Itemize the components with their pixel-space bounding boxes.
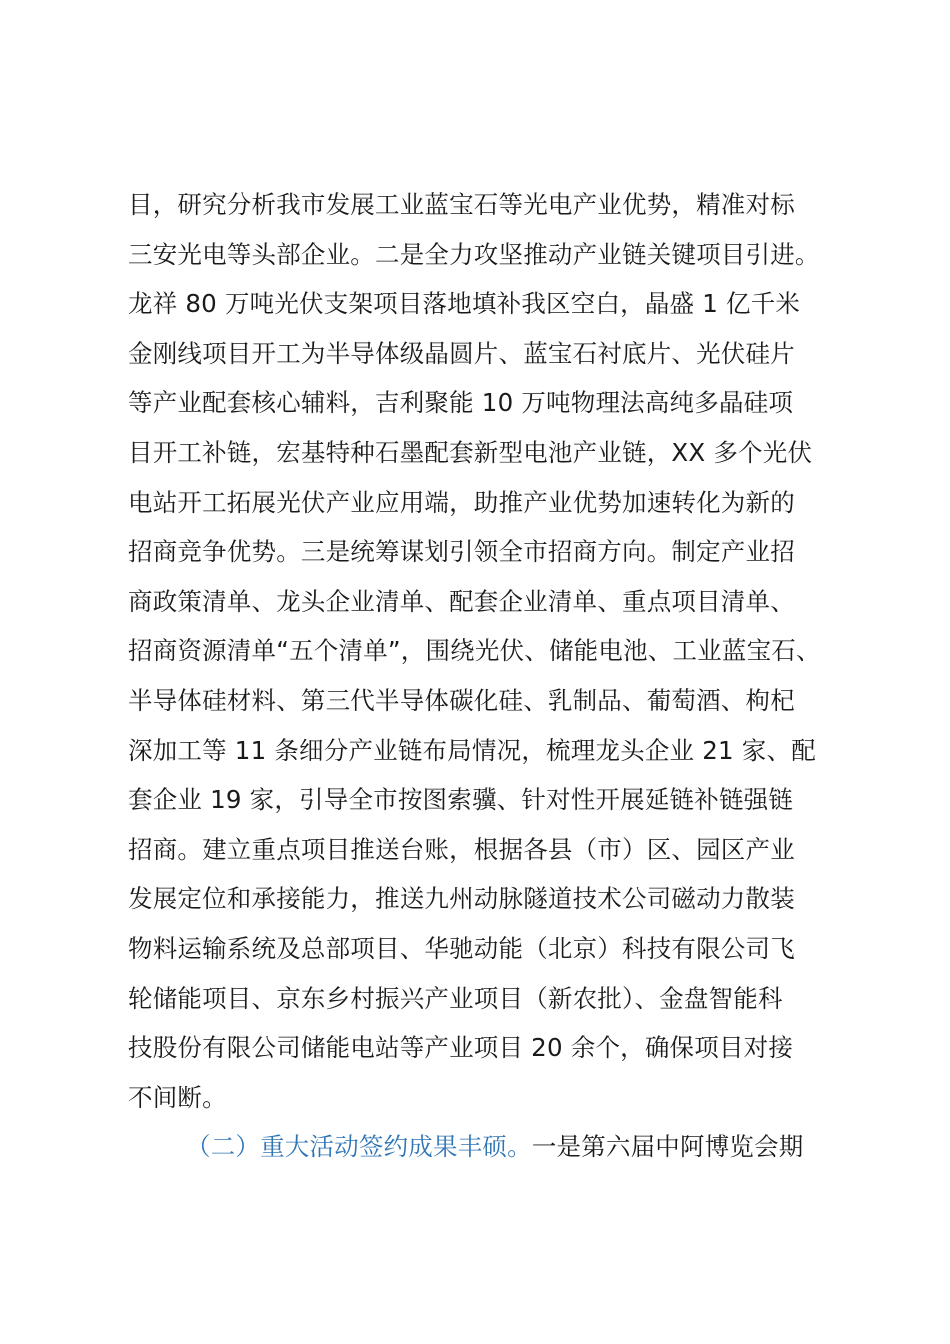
- text-line: 等产业配套核心辅料，吉利聚能 10 万吨物理法高纯多晶硅项: [128, 388, 794, 418]
- section-heading: （二）重大活动签约成果丰硕。: [186, 1132, 532, 1162]
- text-line: 电站开工拓展光伏产业应用端，助推产业优势加速转化为新的: [128, 487, 795, 517]
- text-line: 技股份有限公司储能电站等产业项目 20 余个，确保项目对接: [128, 1033, 794, 1063]
- text-line: 招商资源清单“五个清单”，围绕光伏、储能电池、工业蓝宝石、: [128, 636, 821, 666]
- text-line: 发展定位和承接能力，推送九州动脉隧道技术公司磁动力散装: [128, 884, 795, 914]
- text-line: 目，研究分析我市发展工业蓝宝石等光电产业优势，精准对标: [128, 190, 795, 219]
- text-line: 深加工等 11 条细分产业链布局情况，梳理龙头企业 21 家、配: [128, 735, 816, 765]
- text-line: 龙祥 80 万吨光伏支架项目落地填补我区空白，晶盛 1 亿千米: [128, 289, 801, 319]
- text-line: 商政策清单、龙头企业清单、配套企业清单、重点项目清单、: [128, 586, 795, 616]
- text-line: 套企业 19 家，引导全市按图索骥、针对性开展延链补链强链: [128, 785, 794, 815]
- text-line: 目开工补链，宏基特种石墨配套新型电池产业链，XX 多个光伏: [128, 437, 813, 467]
- text-line: 金刚线项目开工为半导体级晶圆片、蓝宝石衬底片、光伏硅片: [128, 338, 795, 368]
- text-line: 招商。建立重点项目推送台账，根据各县（市）区、园区产业: [128, 834, 795, 864]
- text-line: 不间断。: [128, 1082, 227, 1112]
- text-line: 物料运输系统及总部项目、华驰动能（北京）科技有限公司飞: [128, 933, 795, 963]
- text-line: 半导体硅材料、第三代半导体碳化硅、乳制品、葡萄酒、枸杞: [128, 685, 795, 715]
- section-heading-line: [128, 1122, 848, 1172]
- section-heading-continuation: 一是第六届中阿博览会期: [531, 1132, 804, 1162]
- body-text: [128, 180, 848, 1172]
- text-line: 招商竞争优势。三是统筹谋划引领全市招商方向。制定产业招: [128, 537, 795, 567]
- text-line: 三安光电等头部企业。二是全力攻坚推动产业链关键项目引进。: [128, 239, 820, 269]
- text-line: 轮储能项目、京东乡村振兴产业项目（新农批）、金盘智能科: [128, 983, 783, 1013]
